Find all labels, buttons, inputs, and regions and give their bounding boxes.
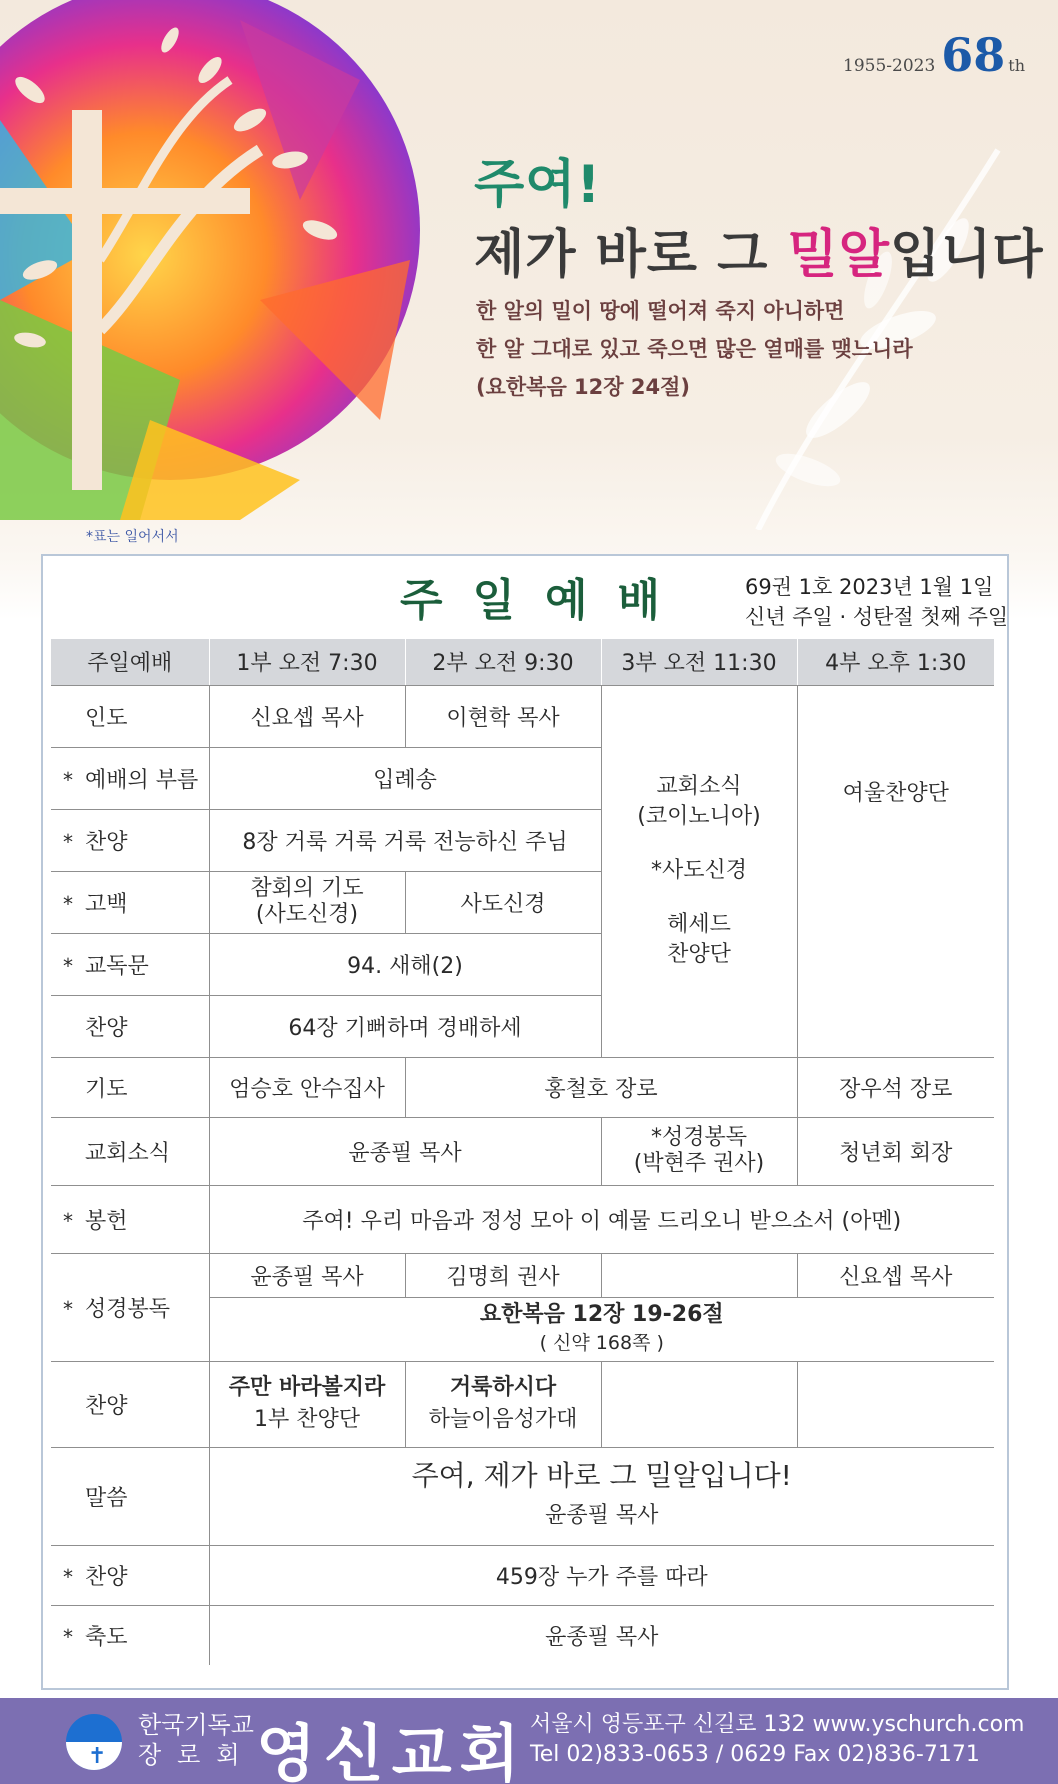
issue-info (745, 572, 1008, 632)
header-cell: 2부 오전 9:30 (405, 639, 601, 685)
table-header-row (51, 639, 994, 685)
table-row (51, 685, 994, 747)
headline-before: 제가 바로 그 (474, 225, 788, 285)
table-row (51, 1447, 994, 1545)
church-logo-icon: ✝ (66, 1714, 122, 1770)
phone-line: Tel 02)833-0653 / 0629 Fax 02)836-7171 (530, 1742, 980, 1767)
table-cell (601, 1361, 797, 1447)
denomination (138, 1710, 256, 1770)
table-cell: *성경봉독 (박현주 권사) (601, 1117, 797, 1185)
row-label: * 축도 (63, 1624, 128, 1650)
col3-line: 헤세드 (667, 912, 731, 937)
table-cell: 이현학 목사 (405, 685, 601, 747)
row-label: 찬양 (51, 1361, 209, 1447)
verse-line-2: 한 알 그대로 있고 죽으면 많은 열매를 맺느니라 (476, 337, 913, 361)
table-cell: 신요셉 목사 (797, 1253, 994, 1297)
table-row (51, 1361, 994, 1447)
sermon-cell (209, 1447, 994, 1545)
scripture-passage: 요한복음 12장 19-26절 (479, 1302, 724, 1327)
col3-merged-block (601, 685, 797, 1057)
sermon-title: 주여, 제가 바로 그 밀알입니다! (411, 1459, 792, 1492)
sermon-preacher: 윤종필 목사 (545, 1503, 659, 1528)
footer (0, 1698, 1058, 1784)
row-label: 기도 (51, 1057, 209, 1117)
table-cell: 장우석 장로 (797, 1057, 994, 1117)
table-row (51, 1605, 994, 1665)
table-cell: 윤종필 목사 (209, 1253, 405, 1297)
table-cell: 청년회 회장 (797, 1117, 994, 1185)
table-row (51, 1117, 994, 1185)
row-label: * 예배의 부름 (51, 747, 209, 809)
years-range: 1955-2023 (843, 56, 936, 76)
scripture-page: ( 신약 168쪽 ) (539, 1332, 664, 1354)
row-label: * 성경봉독 (51, 1253, 209, 1361)
stand-note: *표는 일어서서 (86, 529, 179, 545)
headline-main (474, 212, 1044, 287)
table-row (51, 1545, 994, 1605)
row-label: * 교독문 (51, 933, 209, 995)
header-cell: 1부 오전 7:30 (209, 639, 405, 685)
years-number: 68 (941, 28, 1006, 82)
row-label: * 찬양 (51, 1545, 209, 1605)
worship-order-table (51, 639, 994, 1665)
row-label: 교회소식 (51, 1117, 209, 1185)
table-row (51, 1185, 994, 1253)
denomination-line-1: 한국기독교 (138, 1711, 254, 1739)
years-suffix: th (1008, 56, 1026, 75)
col3-line: 교회소식 (656, 774, 742, 799)
table-cell: 64장 기뻐하며 경배하세 (209, 995, 601, 1057)
table-cell (797, 1361, 994, 1447)
table-cell: 신요셉 목사 (209, 685, 405, 747)
header-cell: 4부 오후 1:30 (797, 639, 994, 685)
table-cell: 94. 새해(2) (209, 933, 601, 995)
table-cell: 김명희 권사 (405, 1253, 601, 1297)
table-cell: 홍철호 장로 (405, 1057, 797, 1117)
table-cell: 윤종필 목사 (209, 1117, 601, 1185)
row-label: * 고백 (51, 871, 209, 933)
row-label: 찬양 (51, 995, 209, 1057)
table-cell: 엄승호 안수집사 (209, 1057, 405, 1117)
verse-reference: (요한복음 12장 24절) (476, 375, 690, 399)
col3-line: 찬양단 (667, 942, 731, 967)
row-label: 말씀 (51, 1447, 209, 1545)
col3-line: *사도신경 (650, 858, 747, 883)
row-label: 인도 (51, 685, 209, 747)
table-cell: 입례송 (209, 747, 601, 809)
table-cell: 윤종필 목사 (209, 1605, 994, 1665)
table-cell: 거룩하시다 하늘이음성가대 (405, 1361, 601, 1447)
table-cell (601, 1253, 797, 1297)
issue-number-date: 69권 1호 2023년 1월 1일 (745, 575, 994, 599)
verse-line-1: 한 알의 밀이 땅에 떨어져 죽지 아니하면 (476, 299, 845, 323)
service-title: 주일예배 (400, 575, 691, 626)
table-cell: 8장 거룩 거룩 거룩 전능하신 주님 (209, 809, 601, 871)
church-name: 영신교회 (256, 1717, 528, 1784)
headline-exclamation: 주여! (474, 155, 602, 215)
table-row (51, 1253, 994, 1297)
table-cell: 사도신경 (405, 871, 601, 933)
col4-merged-block: 여울찬양단 (797, 685, 994, 1057)
table-cell: 참회의 기도 (사도신경) (209, 871, 405, 933)
headline-highlight: 밀알 (787, 225, 890, 285)
table-cell: 주여! 우리 마음과 정성 모아 이 예물 드리오니 받으소서 (아멘) (209, 1185, 994, 1253)
cross-tree-artwork (0, 0, 420, 520)
scripture-passage-cell (209, 1297, 994, 1361)
row-label: * 찬양 (51, 809, 209, 871)
contact-info (530, 1710, 1024, 1770)
anniversary-mark (843, 28, 1025, 82)
scripture-verse (476, 292, 913, 406)
header-banner (0, 0, 1058, 620)
table-cell: 459장 누가 주를 따라 (209, 1545, 994, 1605)
headline-after: 입니다 (889, 225, 1044, 285)
header-cell: 3부 오전 11:30 (601, 639, 797, 685)
header-cell: 주일예배 (51, 639, 209, 685)
table-cell: 주만 바라볼지라 1부 찬양단 (209, 1361, 405, 1447)
denomination-line-2: 장로회 (138, 1741, 256, 1769)
table-row (51, 1057, 994, 1117)
row-label: * 봉헌 (51, 1185, 209, 1253)
issue-sunday: 신년 주일 · 성탄절 첫째 주일 (745, 605, 1009, 629)
address-line: 서울시 영등포구 신길로 132 www.yschurch.com (530, 1712, 1025, 1737)
col3-line: (코이노니아) (637, 804, 761, 829)
